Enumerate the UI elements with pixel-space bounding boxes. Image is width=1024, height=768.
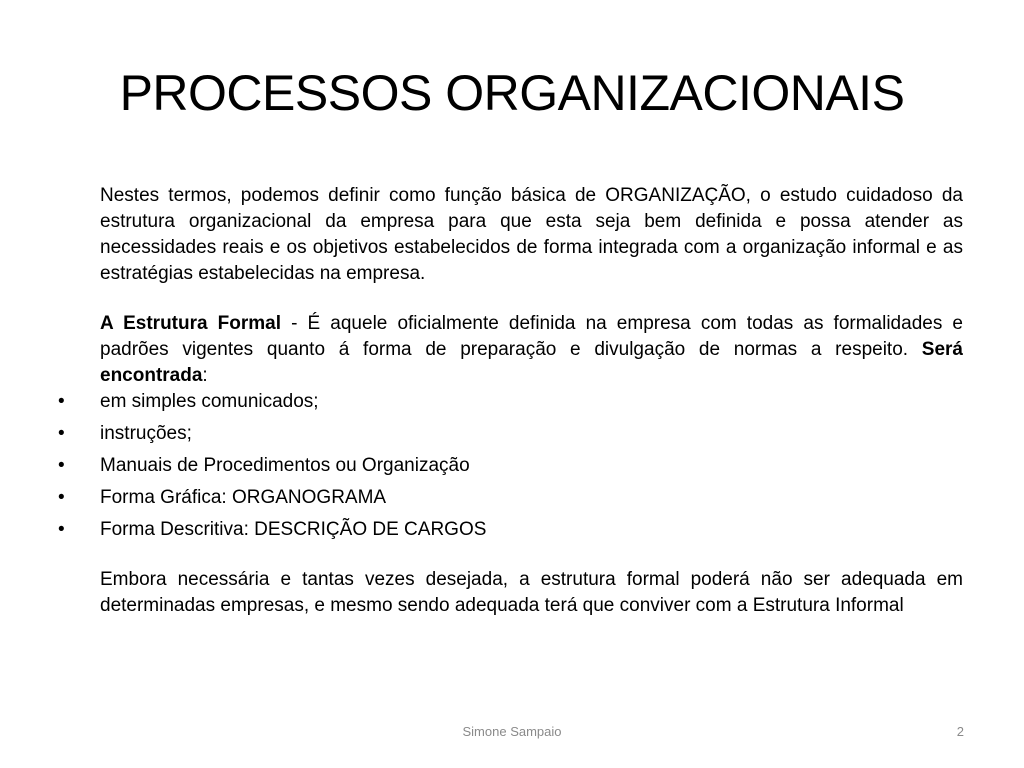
footer-author: Simone Sampaio <box>462 724 562 739</box>
slide-body <box>58 183 963 619</box>
list-item-text: em simples comunicados; <box>100 391 319 412</box>
list-item <box>58 421 963 447</box>
bullet-icon: • <box>58 487 65 508</box>
paragraph-organization-definition: Nestes termos, podemos definir como função básica de ORGANIZAÇÃO, o estudo cuidadoso da estrutura organizacional da empresa para que esta seja bem definida e possa atender as necessidades reais e os objetivos estabelecidos de forma integrada com a organização informal e as estratégias estabelecidas na empresa. <box>100 185 963 284</box>
list-item-text: Forma Gráfica: ORGANOGRAMA <box>100 487 387 508</box>
bullet-list <box>58 389 963 543</box>
bullet-icon: • <box>58 423 65 444</box>
found-in-label: Será encontrada <box>100 339 963 386</box>
list-item <box>58 453 963 479</box>
found-in-colon: : <box>202 365 208 386</box>
list-item <box>58 389 963 415</box>
formal-structure-text: - É aquele oficialmente definida na empresa com todas as formalidades e padrões vigentes quanto á forma de preparação e divulgação de normas a respeito. <box>100 313 963 360</box>
list-item <box>58 517 963 543</box>
bullet-icon: • <box>58 519 65 540</box>
formal-structure-heading: A Estrutura Formal <box>100 313 282 334</box>
bullet-icon: • <box>58 391 65 412</box>
list-item-text: Forma Descritiva: DESCRIÇÃO DE CARGOS <box>100 519 487 540</box>
slide-title: PROCESSOS ORGANIZACIONAIS <box>119 65 905 121</box>
list-item-text: Manuais de Procedimentos ou Organização <box>100 455 470 476</box>
page-number: 2 <box>956 724 964 739</box>
list-item-text: instruções; <box>100 423 192 444</box>
paragraph-formal-structure <box>100 311 963 389</box>
list-item <box>58 485 963 511</box>
paragraph-informal-structure: Embora necessária e tantas vezes desejada, a estrutura formal poderá não ser adequada em determinadas empresas, e mesmo sendo adequada terá que conviver com a Estrutura Informal <box>100 569 963 616</box>
bullet-icon: • <box>58 455 65 476</box>
